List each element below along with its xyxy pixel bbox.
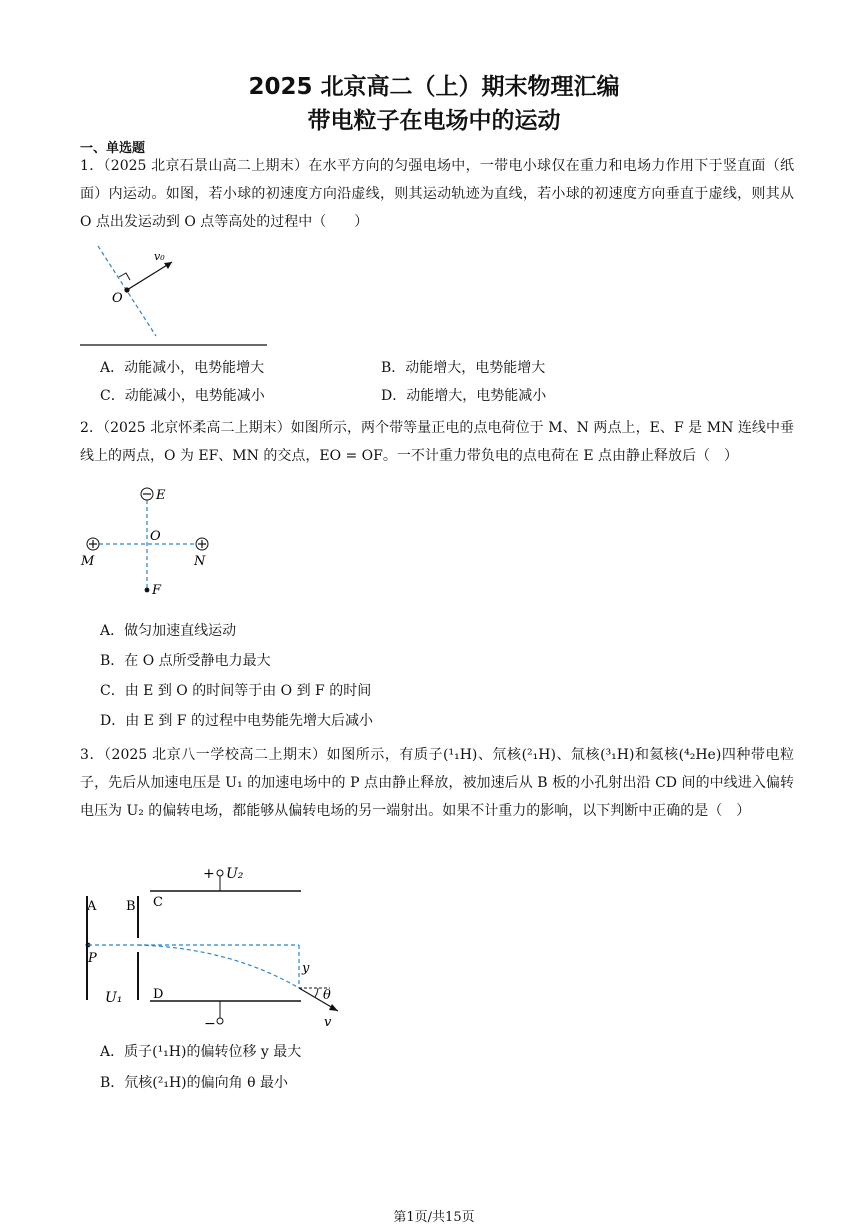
deflection-trajectory (138, 945, 299, 988)
right-angle-mark (119, 273, 130, 280)
velocity-vector (127, 262, 172, 290)
point-f-dot (145, 588, 150, 593)
page-title-line2: 带电粒子在电场中的运动 (307, 108, 561, 134)
label-minus: − (204, 1016, 216, 1032)
question-1-stem: 1．（2025 北京石景山高二上期末）在水平方向的匀强电场中，一带电小球仅在重力和电场力作用下于竖直面（纸面）内运动。如图，若小球的初速度方向沿虚线，则其运动轨迹为直线，若小球的初速度方向垂直于虚线，则其从 O 点出发运动到 O 点等高处的过程中（ ） (80, 158, 794, 230)
question-2-option-b: B．在 O 点所受静电力最大 (100, 653, 271, 669)
label-theta: θ (323, 988, 331, 1003)
label-o: O (150, 529, 161, 544)
label-v: v (324, 1015, 332, 1030)
velocity-arrowhead (164, 262, 172, 269)
label-u1: U₁ (105, 990, 123, 1006)
question-1-option-b: B．动能增大，电势能增大 (381, 360, 546, 376)
label-y: y (302, 961, 310, 976)
label-f: F (152, 583, 162, 598)
question-1-option-a: A．动能减小，电势能增大 (100, 360, 265, 376)
question-2-option-d: D．由 E 到 F 的过程中电势能先增大后减小 (100, 713, 373, 729)
terminal-plus (217, 870, 223, 876)
terminal-minus (217, 1018, 223, 1024)
label-plate-c: C (153, 895, 163, 910)
page-footer: 第1页/共15页 (393, 1210, 475, 1225)
label-m: M (81, 554, 95, 569)
page-title-line1: 2025 北京高二（上）期末物理汇编 (248, 74, 620, 100)
label-n: N (194, 554, 206, 569)
question-3-option-b: B．氘核(²₁H)的偏向角 θ 最小 (100, 1075, 288, 1091)
question-2-figure (80, 480, 220, 605)
label-plus: + (203, 866, 215, 882)
question-3-option-a: A．质子(¹₁H)的偏转位移 y 最大 (100, 1044, 302, 1060)
question-2-stem: 2．（2025 北京怀柔高二上期末）如图所示，两个带等量正电的点电荷位于 M、N 两点上，E、F 是 MN 连线中垂线上的两点，O 为 EF、MN 的交点，EO = OF。一不计重力带负电的点电荷在 E 点由静止释放后（ ） (80, 420, 794, 464)
question-1-figure (80, 240, 280, 350)
question-3-figure (80, 858, 350, 1034)
label-plate-d: D (153, 987, 164, 1002)
theta-arc (315, 988, 318, 997)
question-1-option-d: D．动能增大，电势能减小 (381, 388, 547, 404)
question-2-option-c: C．由 E 到 O 的时间等于由 O 到 F 的时间 (100, 683, 372, 699)
velocity-label: v₀ (154, 250, 165, 263)
question-2-option-a: A．做匀加速直线运动 (100, 623, 237, 639)
label-p: P (88, 951, 97, 966)
label-plate-b: B (126, 899, 136, 914)
question-1-option-c: C．动能减小，电势能减小 (100, 388, 265, 404)
question-3-stem: 3．（2025 北京八一学校高二上期末）如图所示，有质子(¹₁H)、氘核(²₁H)、氚核(³₁H)和氦核(⁴₂He)四种带电粒子，先后从加速电压是 U₁ 的加速电场中的 P 点由静止释放，被加速后从 B 板的小孔射出沿 CD 间的中线进入偏转电压为 U₂ 的偏转电场，都能够从偏转电场的另一端射出。如果不计重力的影响，以下判断中正确的是（ ） (80, 747, 794, 819)
label-plate-a: A (87, 899, 97, 914)
point-o-label: O (112, 291, 123, 306)
label-u2: U₂ (226, 866, 244, 882)
section-label: 一、单选题 (80, 141, 146, 156)
exit-velocity-arrowhead (329, 1004, 338, 1011)
label-e: E (156, 488, 166, 503)
point-o-dot (124, 287, 129, 292)
